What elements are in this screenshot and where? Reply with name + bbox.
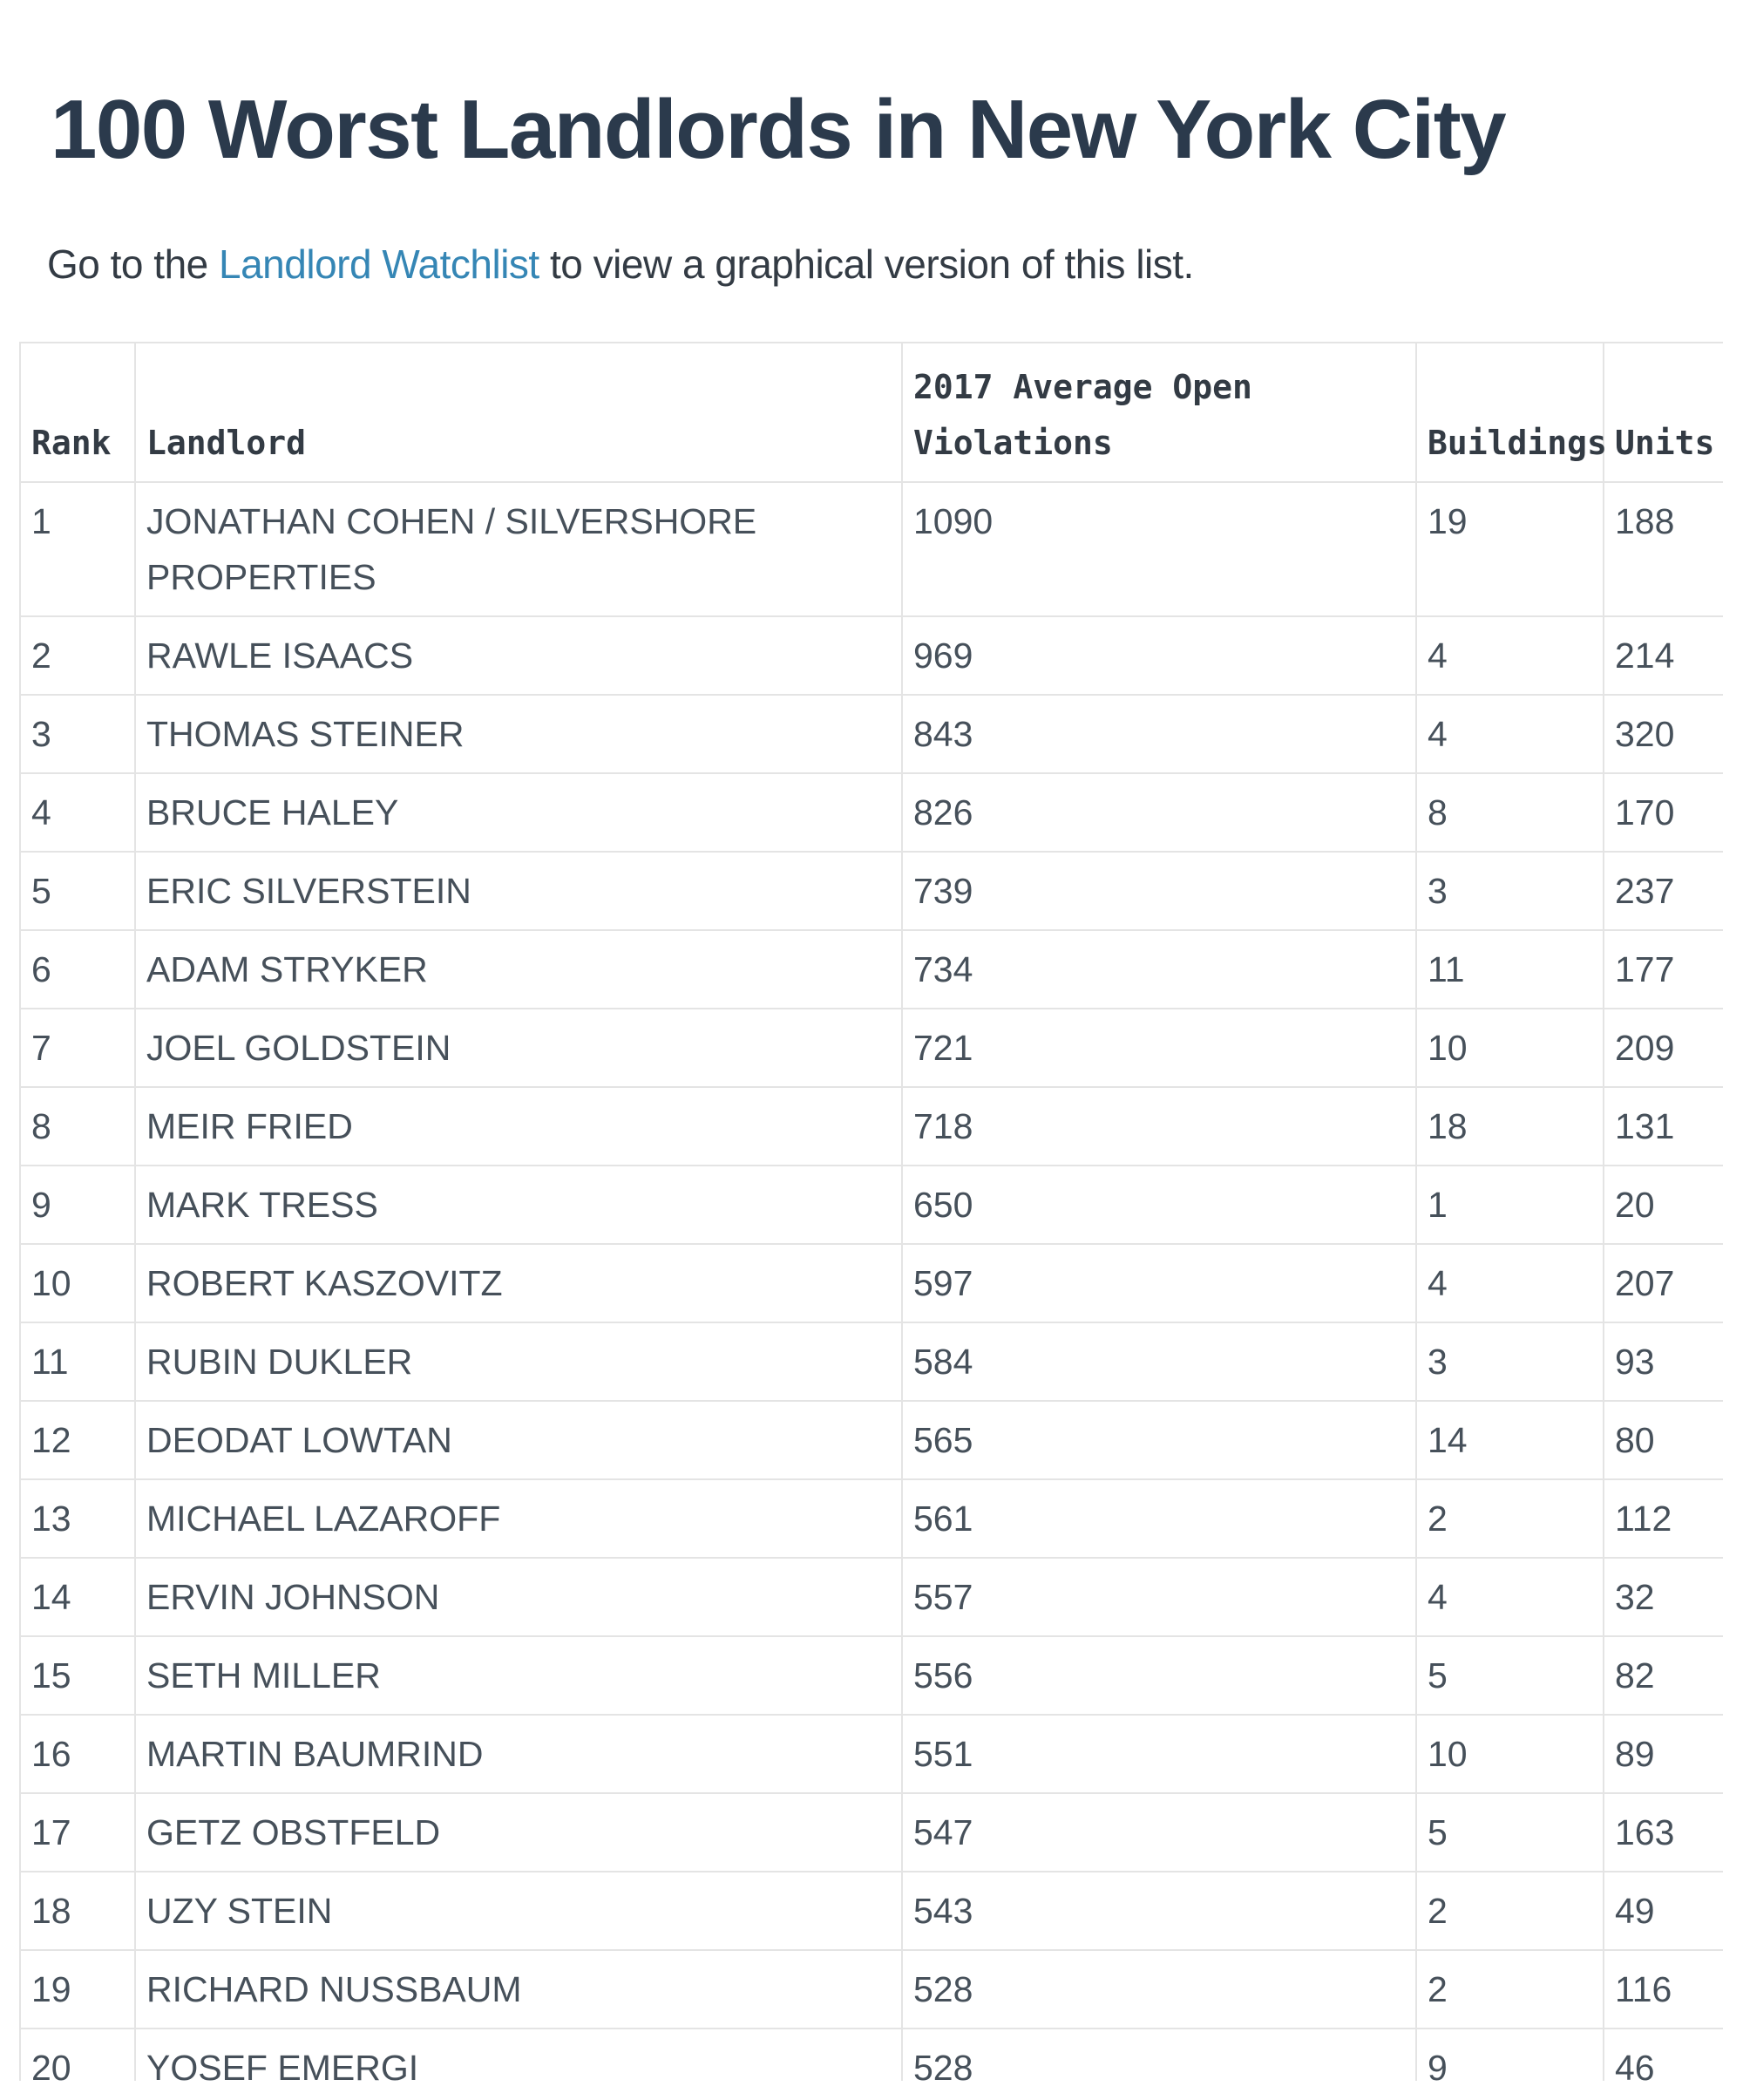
cell-violations: 969 [902, 616, 1416, 695]
table-body [20, 482, 1723, 2081]
cell-violations: 543 [902, 1872, 1416, 1950]
cell-violations: 650 [902, 1166, 1416, 1244]
table-row [20, 1401, 1723, 1479]
landlords-table-container [19, 342, 1723, 2081]
cell-buildings: 2 [1416, 1479, 1604, 1558]
cell-violations: 556 [902, 1636, 1416, 1715]
cell-buildings: 8 [1416, 773, 1604, 852]
cell-landlord: RAWLE ISAACS [135, 616, 902, 695]
cell-violations: 584 [902, 1322, 1416, 1401]
cell-violations: 557 [902, 1558, 1416, 1636]
table-row [20, 1558, 1723, 1636]
cell-landlord: BRUCE HALEY [135, 773, 902, 852]
cell-landlord: THOMAS STEINER [135, 695, 902, 773]
cell-units: 320 [1604, 695, 1723, 773]
cell-buildings: 1 [1416, 1166, 1604, 1244]
cell-violations: 718 [902, 1087, 1416, 1166]
cell-rank: 4 [20, 773, 135, 852]
cell-rank: 11 [20, 1322, 135, 1401]
table-row [20, 482, 1723, 616]
cell-units: 163 [1604, 1793, 1723, 1872]
cell-rank: 2 [20, 616, 135, 695]
cell-rank: 7 [20, 1009, 135, 1087]
cell-rank: 20 [20, 2029, 135, 2081]
cell-landlord: GETZ OBSTFELD [135, 1793, 902, 1872]
table-row [20, 1009, 1723, 1087]
cell-landlord: YOSEF EMERGI [135, 2029, 902, 2081]
cell-violations: 826 [902, 773, 1416, 852]
cell-violations: 739 [902, 852, 1416, 930]
cell-units: 80 [1604, 1401, 1723, 1479]
cell-landlord: JOEL GOLDSTEIN [135, 1009, 902, 1087]
cell-buildings: 5 [1416, 1793, 1604, 1872]
cell-units: 112 [1604, 1479, 1723, 1558]
cell-rank: 6 [20, 930, 135, 1009]
cell-landlord: MICHAEL LAZAROFF [135, 1479, 902, 1558]
cell-buildings: 5 [1416, 1636, 1604, 1715]
header-violations-line2: Violations [913, 424, 1113, 462]
table-row [20, 2029, 1723, 2081]
cell-units: 93 [1604, 1322, 1723, 1401]
cell-buildings: 18 [1416, 1087, 1604, 1166]
cell-violations: 551 [902, 1715, 1416, 1793]
cell-landlord: JONATHAN COHEN / SILVERSHORE PROPERTIES [135, 482, 902, 616]
table-row [20, 616, 1723, 695]
cell-units: 46 [1604, 2029, 1723, 2081]
cell-units: 207 [1604, 1244, 1723, 1322]
header-rank[interactable]: Rank [20, 343, 135, 482]
header-units[interactable]: Units [1604, 343, 1723, 482]
cell-buildings: 4 [1416, 1244, 1604, 1322]
table-row [20, 1479, 1723, 1558]
header-violations-line1: 2017 Average Open [913, 368, 1252, 406]
table-row [20, 695, 1723, 773]
cell-landlord: RUBIN DUKLER [135, 1322, 902, 1401]
cell-violations: 734 [902, 930, 1416, 1009]
cell-violations: 597 [902, 1244, 1416, 1322]
cell-rank: 17 [20, 1793, 135, 1872]
cell-buildings: 10 [1416, 1715, 1604, 1793]
cell-buildings: 2 [1416, 1950, 1604, 2029]
cell-rank: 1 [20, 482, 135, 616]
table-row [20, 1322, 1723, 1401]
cell-rank: 10 [20, 1244, 135, 1322]
cell-units: 237 [1604, 852, 1723, 930]
cell-landlord: RICHARD NUSSBAUM [135, 1950, 902, 2029]
cell-buildings: 3 [1416, 1322, 1604, 1401]
cell-violations: 1090 [902, 482, 1416, 616]
table-header [20, 343, 1723, 482]
cell-units: 49 [1604, 1872, 1723, 1950]
table-row [20, 1636, 1723, 1715]
cell-units: 89 [1604, 1715, 1723, 1793]
landlord-watchlist-link[interactable]: Landlord Watchlist [219, 241, 539, 287]
cell-units: 32 [1604, 1558, 1723, 1636]
cell-buildings: 4 [1416, 1558, 1604, 1636]
cell-buildings: 4 [1416, 616, 1604, 695]
cell-landlord: MARTIN BAUMRIND [135, 1715, 902, 1793]
cell-buildings: 10 [1416, 1009, 1604, 1087]
cell-landlord: MARK TRESS [135, 1166, 902, 1244]
cell-rank: 12 [20, 1401, 135, 1479]
cell-buildings: 19 [1416, 482, 1604, 616]
cell-units: 214 [1604, 616, 1723, 695]
intro-text-after: to view a graphical version of this list. [539, 241, 1194, 287]
table-row [20, 1872, 1723, 1950]
intro-text-before: Go to the [47, 241, 220, 287]
cell-buildings: 9 [1416, 2029, 1604, 2081]
table-row [20, 930, 1723, 1009]
cell-landlord: MEIR FRIED [135, 1087, 902, 1166]
cell-landlord: ADAM STRYKER [135, 930, 902, 1009]
cell-rank: 5 [20, 852, 135, 930]
cell-buildings: 2 [1416, 1872, 1604, 1950]
page-title: 100 Worst Landlords in New York City [51, 83, 1506, 176]
cell-violations: 721 [902, 1009, 1416, 1087]
cell-buildings: 14 [1416, 1401, 1604, 1479]
table-row [20, 1950, 1723, 2029]
table-row [20, 1087, 1723, 1166]
table-row [20, 1715, 1723, 1793]
cell-buildings: 11 [1416, 930, 1604, 1009]
cell-rank: 9 [20, 1166, 135, 1244]
cell-buildings: 4 [1416, 695, 1604, 773]
cell-landlord: DEODAT LOWTAN [135, 1401, 902, 1479]
cell-units: 20 [1604, 1166, 1723, 1244]
cell-buildings: 3 [1416, 852, 1604, 930]
cell-units: 209 [1604, 1009, 1723, 1087]
cell-units: 170 [1604, 773, 1723, 852]
cell-rank: 15 [20, 1636, 135, 1715]
cell-violations: 561 [902, 1479, 1416, 1558]
cell-units: 177 [1604, 930, 1723, 1009]
cell-landlord: UZY STEIN [135, 1872, 902, 1950]
cell-landlord: ERIC SILVERSTEIN [135, 852, 902, 930]
table-row [20, 773, 1723, 852]
header-buildings[interactable]: Buildings [1416, 343, 1604, 482]
cell-violations: 547 [902, 1793, 1416, 1872]
cell-violations: 528 [902, 2029, 1416, 2081]
cell-units: 116 [1604, 1950, 1723, 2029]
table-row [20, 852, 1723, 930]
cell-violations: 565 [902, 1401, 1416, 1479]
cell-rank: 3 [20, 695, 135, 773]
table-row [20, 1793, 1723, 1872]
cell-violations: 843 [902, 695, 1416, 773]
cell-units: 188 [1604, 482, 1723, 616]
cell-landlord: ERVIN JOHNSON [135, 1558, 902, 1636]
cell-landlord: ROBERT KASZOVITZ [135, 1244, 902, 1322]
cell-rank: 8 [20, 1087, 135, 1166]
cell-rank: 16 [20, 1715, 135, 1793]
cell-rank: 13 [20, 1479, 135, 1558]
cell-violations: 528 [902, 1950, 1416, 2029]
cell-units: 131 [1604, 1087, 1723, 1166]
header-row [20, 343, 1723, 482]
header-violations[interactable] [902, 343, 1416, 482]
intro-text [47, 241, 1194, 288]
landlords-table [19, 342, 1723, 2081]
cell-rank: 19 [20, 1950, 135, 2029]
cell-units: 82 [1604, 1636, 1723, 1715]
cell-landlord: SETH MILLER [135, 1636, 902, 1715]
cell-rank: 14 [20, 1558, 135, 1636]
header-landlord[interactable]: Landlord [135, 343, 902, 482]
table-row [20, 1166, 1723, 1244]
cell-rank: 18 [20, 1872, 135, 1950]
table-row [20, 1244, 1723, 1322]
